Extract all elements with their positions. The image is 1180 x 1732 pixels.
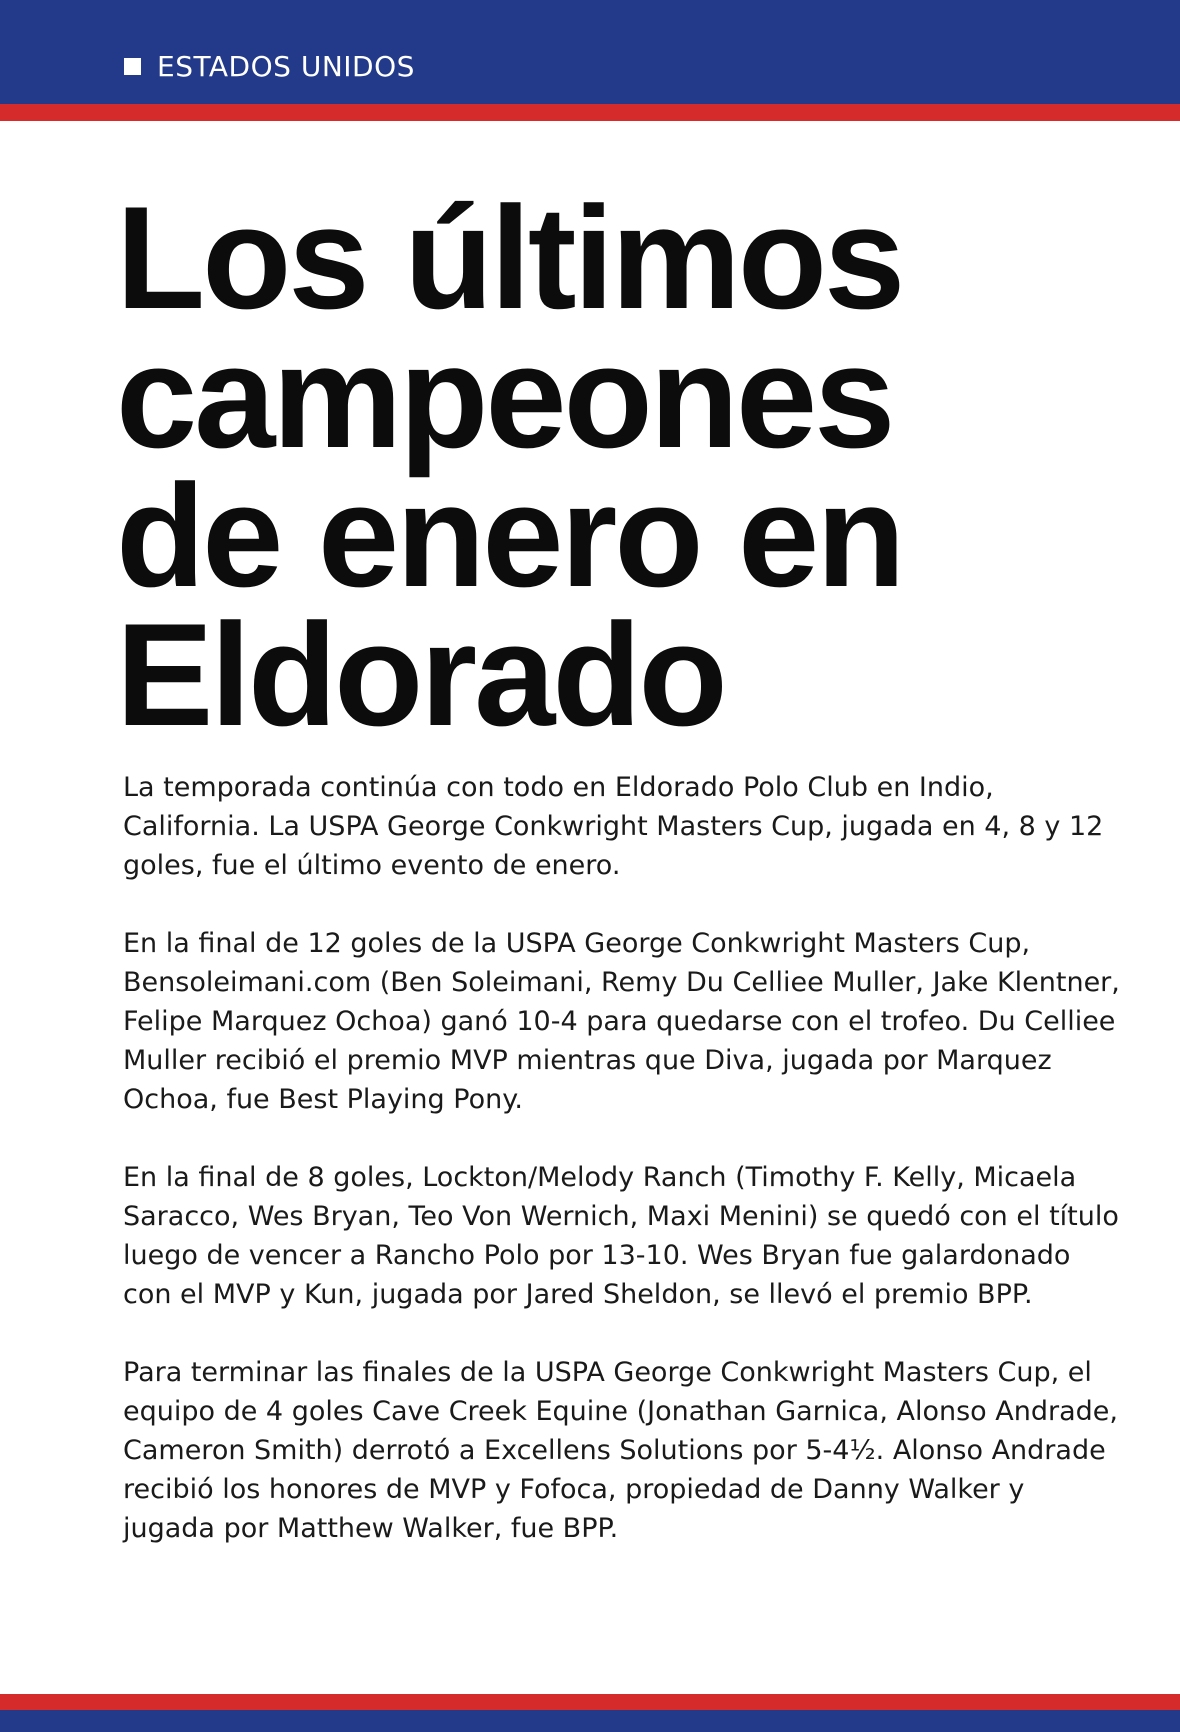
section-label [124,50,415,83]
headline-line: Los últimos [116,176,903,339]
headline [116,176,1156,756]
article-paragraph: En la final de 8 goles, Lockton/Melody Ranch (Timothy F. Kelly, Micaela Saracco, Wes Bryan, Teo Von Wernich, Maxi Menini) se quedó con el título luego de vencer a Rancho Polo por 13-10. Wes Bryan fue galardonado con el MVP y Kun, jugada por Jared Sheldon, se llevó el premio BPP. [123,1162,1119,1310]
headline-line: Eldorado [116,593,725,756]
article-paragraph: La temporada continúa con todo en Eldorado Polo Club en Indio, California. La USPA George Conkwright Masters Cup, jugada en 4, 8 y 12 goles, fue el último evento de enero. [123,772,1104,881]
square-bullet-icon [124,58,141,75]
article-paragraph: Para terminar las finales de la USPA George Conkwright Masters Cup, el equipo de 4 goles Cave Creek Equine (Jonathan Garnica, Alonso Andrade, Cameron Smith) derrotó a Excellens Solutions por 5-4½. Alonso Andrade recibió los honores de MVP y Fofoca, propiedad de Danny Walker y jugada por Matthew Walker, fue BPP. [123,1357,1118,1544]
header-red-stripe [0,104,1180,121]
footer-band [0,1710,1180,1732]
article-body [123,768,1123,1587]
section-label-text: ESTADOS UNIDOS [157,50,415,83]
article-paragraph: En la final de 12 goles de la USPA George Conkwright Masters Cup, Bensoleimani.com (Ben Soleimani, Remy Du Celliee Muller, Jake Klentner, Felipe Marquez Ochoa) ganó 10-4 para quedarse con el trofeo. Du Celliee Muller recibió el premio MVP mientras que Diva, jugada por Marquez Ochoa, fue Best Playing Pony. [123,928,1120,1115]
headline-line: campeones [116,315,893,478]
footer-red-stripe [0,1694,1180,1710]
headline-line: de enero en [116,454,903,617]
